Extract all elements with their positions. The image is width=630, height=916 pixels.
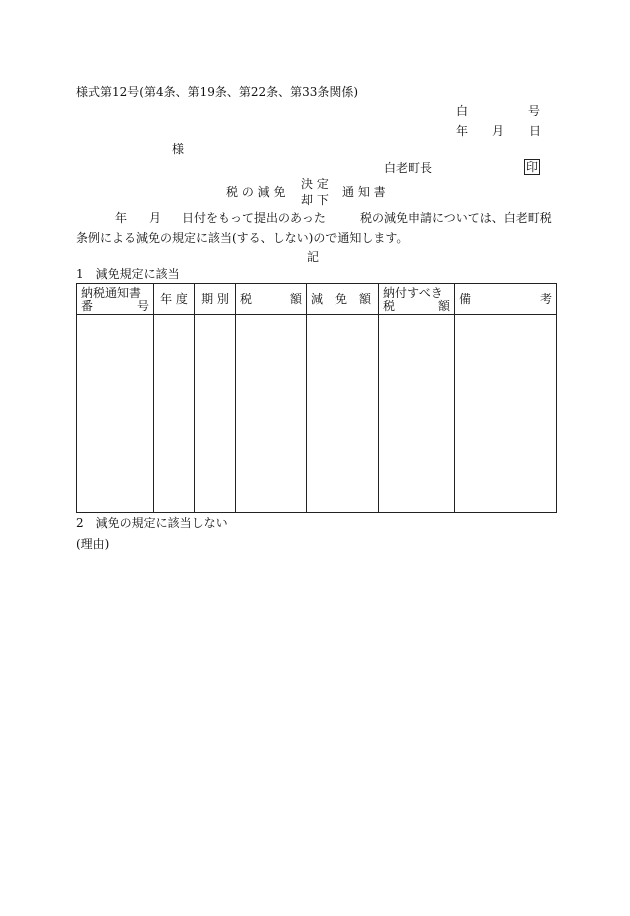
header-period: 期 別 (195, 284, 236, 315)
header-payable-tax-top: 納付すべき (383, 286, 443, 300)
body-text-b: 税の減免申請については、白老町税 (360, 211, 552, 225)
title-option-reject: 却 下 (301, 193, 329, 207)
header-remarks-left: 備 (459, 292, 472, 306)
table-row (77, 315, 557, 513)
cell-payable-tax[interactable] (379, 315, 455, 513)
number-suffix: 号 (528, 104, 541, 118)
number-prefix: 白 (456, 104, 469, 118)
reduction-table (76, 283, 557, 513)
seal-stamp: 印 (526, 160, 539, 174)
header-notice-number-right: 号 (136, 299, 149, 313)
body-month: 月 (149, 211, 162, 225)
header-tax-amount-right: 額 (289, 292, 302, 306)
title-option-decide: 決 定 (301, 177, 329, 191)
cell-notice-number[interactable] (77, 315, 154, 513)
reason-label: (理由) (76, 537, 110, 551)
cell-tax-amount[interactable] (236, 315, 307, 513)
body-year: 年 (115, 211, 128, 225)
form-label: 様式第12号(第4条、第19条、第22条、第33条関係) (76, 85, 359, 99)
header-reduction-amount: 減 免 額 (307, 284, 379, 315)
title-right: 通 知 書 (342, 185, 386, 199)
header-tax-amount-left: 税 (240, 292, 253, 306)
section-2-heading: 2 減免の規定に該当しない (76, 516, 228, 530)
body-line-2: 条例による減免の規定に該当(する、しない)ので通知します。 (76, 231, 409, 245)
header-notice-number (77, 284, 154, 315)
header-notice-number-left: 番 (81, 299, 94, 313)
header-payable-tax (379, 284, 455, 315)
issuer-name: 白老町長 (384, 161, 433, 175)
header-tax-amount (236, 284, 307, 315)
body-text-a: 日付をもって提出のあった (182, 211, 326, 225)
addressee-suffix: 様 (172, 142, 185, 156)
header-remarks-right: 考 (539, 292, 552, 306)
cell-period[interactable] (195, 315, 236, 513)
header-payable-tax-left: 税 (383, 299, 396, 313)
header-payable-tax-right: 額 (437, 299, 450, 313)
cell-remarks[interactable] (455, 315, 557, 513)
cell-fiscal-year[interactable] (154, 315, 195, 513)
header-notice-number-top: 納税通知書 (81, 286, 142, 300)
cell-reduction-amount[interactable] (307, 315, 379, 513)
section-1-heading: 1 減免規定に該当 (76, 267, 180, 281)
date-day: 日 (529, 124, 542, 138)
ki-heading: 記 (307, 250, 320, 264)
title-left: 税 の 減 免 (226, 185, 286, 199)
header-remarks (455, 284, 557, 315)
table-header-row (77, 284, 557, 315)
header-fiscal-year: 年 度 (154, 284, 195, 315)
date-month: 月 (492, 124, 505, 138)
date-year: 年 (456, 124, 469, 138)
